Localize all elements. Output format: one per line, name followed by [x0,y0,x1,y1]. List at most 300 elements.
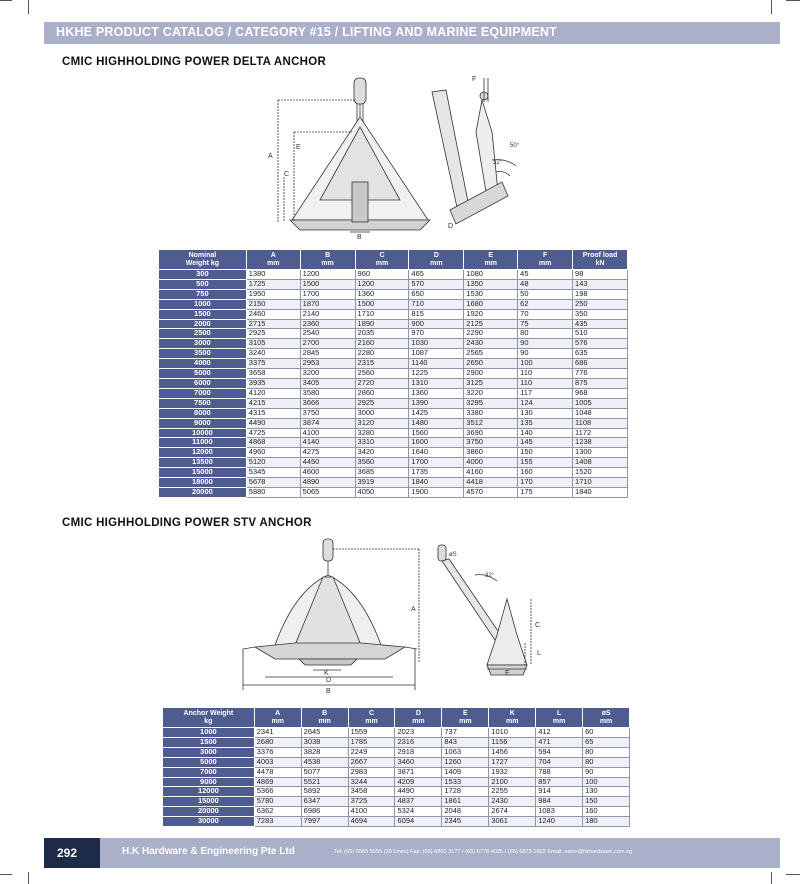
table-cell: 3828 [301,747,348,757]
column-header-line: F [542,251,548,259]
dim-label-l: L [537,650,541,657]
delta-anchor-drawing [260,72,530,244]
delta-anchor-table [158,249,628,498]
table-cell: 1380 [246,270,300,280]
table-cell: 3240 [246,349,300,359]
table-cell: 4890 [300,478,355,488]
table-cell: 4450 [300,458,355,468]
table-cell: 1409 [442,767,489,777]
dim-label-k: K [324,670,329,677]
table-row [159,349,628,359]
table-cell: 2860 [355,388,409,398]
table-cell: 1200 [355,279,409,289]
table-row [163,737,630,747]
weight-cell: 500 [159,279,247,289]
table-cell: 1425 [409,408,464,418]
table-cell: 150 [518,448,573,458]
table-cell: 900 [409,319,464,329]
table-cell: 2700 [300,339,355,349]
column-header-line: E [462,709,468,717]
column-header [583,708,630,728]
table-cell: 2925 [246,329,300,339]
stv-anchor-drawing [235,535,565,697]
table-cell: 180 [583,817,630,827]
table-cell: 160 [583,807,630,817]
table-cell: 3860 [464,448,518,458]
table-cell: 3750 [464,438,518,448]
table-cell: 3512 [464,418,518,428]
table-cell: 350 [573,309,628,319]
table-cell: 4538 [301,757,348,767]
table-cell: 3560 [355,458,409,468]
table-cell: 3666 [300,398,355,408]
table-cell: 3420 [355,448,409,458]
table-cell: 4315 [246,408,300,418]
table-row [163,747,630,757]
table-cell: 135 [518,418,573,428]
table-cell: 4100 [300,428,355,438]
dim-label-e: E [505,670,510,677]
table-cell: 4209 [395,777,442,787]
table-cell: 1735 [409,468,464,478]
table-cell: 2720 [355,378,409,388]
table-cell: 4960 [246,448,300,458]
table-cell: 1010 [489,728,536,738]
weight-cell: 7000 [163,767,255,777]
column-header-line: L [557,709,562,717]
table-cell: 960 [355,270,409,280]
table-cell: 1350 [464,279,518,289]
table-row [163,777,630,787]
weight-cell: 4000 [159,359,247,369]
table-cell: 3375 [246,359,300,369]
weight-cell: 20000 [159,487,247,497]
table-cell: 5678 [246,478,300,488]
table-cell: 650 [409,289,464,299]
table-cell: 3935 [246,378,300,388]
weight-cell: 7000 [159,388,247,398]
table-cell: 90 [518,339,573,349]
table-cell: 1408 [573,458,628,468]
table-cell: 1156 [489,737,536,747]
table-row [159,388,628,398]
column-header [489,708,536,728]
table-cell: 2280 [355,349,409,359]
table-cell: 3120 [355,418,409,428]
crop-mark [771,0,772,14]
weight-cell: 2500 [159,329,247,339]
table-cell: 3458 [348,787,395,797]
table-cell: 3244 [348,777,395,787]
column-header-line: mm [375,259,389,267]
table-cell: 1728 [442,787,489,797]
column-header [159,250,247,270]
delta-anchor-title: CMIC HIGHHOLDING POWER DELTA ANCHOR [62,56,327,68]
column-header-line: mm [321,259,334,267]
table-cell: 62 [518,299,573,309]
column-header [163,708,255,728]
table-row [159,448,628,458]
table-cell: 4160 [464,468,518,478]
column-header-line: mm [318,717,331,725]
table-cell: 2925 [355,398,409,408]
table-cell: 510 [573,329,628,339]
table-cell: 5324 [395,807,442,817]
table-cell: 250 [573,299,628,309]
table-cell: 3200 [300,369,355,379]
table-cell: 2715 [246,319,300,329]
table-cell: 1870 [300,299,355,309]
table-cell: 3871 [395,767,442,777]
table-cell: 143 [573,279,628,289]
weight-cell: 3000 [163,747,255,757]
table-cell: 98 [573,270,628,280]
dim-label-d: D [326,677,332,684]
table-cell: 2160 [355,339,409,349]
table-cell: 4570 [464,487,518,497]
table-row [159,279,628,289]
table-cell: 2341 [254,728,301,738]
table-cell: 1172 [573,428,628,438]
table-cell: 110 [518,369,573,379]
table-cell: 984 [536,797,583,807]
table-cell: 155 [518,458,573,468]
table-cell: 968 [573,388,628,398]
table-cell: 4100 [348,807,395,817]
table-cell: 4837 [395,797,442,807]
table-cell: 1950 [246,289,300,299]
table-row [163,807,630,817]
table-cell: 4869 [254,777,301,787]
table-cell: 160 [518,468,573,478]
column-header-line: C [379,251,385,259]
table-cell: 2430 [489,797,536,807]
table-cell: 1140 [409,359,464,369]
table-cell: 60 [583,728,630,738]
table-cell: 2667 [348,757,395,767]
table-cell: 6094 [395,817,442,827]
table-cell: 843 [442,737,489,747]
column-header [355,250,409,270]
table-cell: 2900 [464,369,518,379]
column-header [464,250,518,270]
table-row [159,359,628,369]
weight-cell: 18000 [159,478,247,488]
column-header-line: mm [506,717,519,725]
table-row [159,438,628,448]
table-cell: 1710 [573,478,628,488]
table-cell: 5345 [246,468,300,478]
table-cell: 1700 [300,289,355,299]
table-cell: 2140 [300,309,355,319]
table-cell: 2150 [246,299,300,309]
column-header-line: mm [599,717,613,725]
crop-mark [0,874,12,875]
angle-label-32: 32° [493,160,503,166]
crop-mark [786,0,800,1]
dim-label-b: B [357,234,362,241]
table-cell: 1063 [442,747,489,757]
table-cell: 5892 [301,787,348,797]
table-cell: 2035 [355,329,409,339]
table-cell: 3690 [464,428,518,438]
column-header [301,708,348,728]
table-cell: 1600 [409,438,464,448]
weight-cell: 30000 [163,817,255,827]
table-row [163,817,630,827]
table-row [163,797,630,807]
table-cell: 2430 [464,339,518,349]
table-cell: 3750 [300,408,355,418]
table-cell: 4003 [254,757,301,767]
table-cell: 2460 [246,309,300,319]
table-cell: 1861 [442,797,489,807]
table-cell: 2100 [489,777,536,787]
table-cell: 3460 [395,757,442,767]
table-cell: 1640 [409,448,464,458]
table-cell: 815 [409,309,464,319]
table-row [163,757,630,767]
table-cell: 4050 [355,487,409,497]
weight-cell: 15000 [163,797,255,807]
weight-cell: 7500 [159,398,247,408]
column-header-line: mm [267,259,280,267]
column-header-line: mm [271,717,284,725]
table-cell: 130 [518,408,573,418]
table-cell: 1238 [573,438,628,448]
table-cell: 145 [518,438,573,448]
table-cell: 4600 [300,468,355,478]
column-header [300,250,355,270]
column-header-line: B [322,709,328,717]
table-cell: 1559 [348,728,395,738]
table-cell: 100 [583,777,630,787]
table-cell: 3061 [489,817,536,827]
table-cell: 2249 [348,747,395,757]
table-cell: 1260 [442,757,489,767]
weight-cell: 1500 [159,309,247,319]
table-row [159,329,628,339]
table-cell: 1087 [409,349,464,359]
weight-cell: 5000 [163,757,255,767]
table-cell: 1083 [536,807,583,817]
table-cell: 2316 [395,737,442,747]
table-cell: 1560 [409,428,464,438]
table-cell: 1680 [464,299,518,309]
page-number: 292 [57,846,78,860]
table-cell: 1932 [489,767,536,777]
table-cell: 7997 [301,817,348,827]
table-cell: 3000 [355,408,409,418]
table-cell: 970 [409,329,464,339]
dim-label-phi-s: øS [449,552,457,558]
table-cell: 3376 [254,747,301,757]
table-cell: 5780 [254,797,301,807]
table-row [159,319,628,329]
table-cell: 3405 [300,378,355,388]
column-header-line: øS [601,709,611,717]
crop-mark [786,874,800,875]
weight-cell: 1000 [163,728,255,738]
table-header-row [159,250,628,270]
table-cell: 1030 [409,339,464,349]
table-cell: 5077 [301,767,348,777]
table-cell: 150 [583,797,630,807]
column-header [573,250,628,270]
table-cell: 1390 [409,398,464,408]
dim-label-b: B [326,688,331,695]
table-row [159,270,628,280]
column-header-line: D [433,251,439,259]
table-cell: 4868 [246,438,300,448]
table-cell: 3685 [355,468,409,478]
table-cell: 857 [536,777,583,787]
weight-cell: 3500 [159,349,247,359]
column-header-line: mm [538,259,552,267]
table-cell: 5065 [300,487,355,497]
table-header-row [163,708,630,728]
table-cell: 1240 [536,817,583,827]
table-cell: 3919 [355,478,409,488]
dim-label-f: F [472,76,477,83]
table-cell: 6986 [301,807,348,817]
table-cell: 4725 [246,428,300,438]
table-cell: 7283 [254,817,301,827]
table-cell: 117 [518,388,573,398]
column-header-line: kg [204,717,213,725]
table-cell: 4694 [348,817,395,827]
table-cell: 1727 [489,757,536,767]
table-row [159,378,628,388]
table-cell: 3580 [300,388,355,398]
table-cell: 1500 [355,299,409,309]
column-header-line: C [368,709,375,717]
table-cell: 2023 [395,728,442,738]
angle-label-50: 50° [510,143,520,149]
page-number-box [44,838,100,868]
table-cell: 465 [409,270,464,280]
table-cell: 686 [573,359,628,369]
company-name: H.K Hardware & Engineering Pte Ltd [122,846,295,857]
table-cell: 914 [536,787,583,797]
table-cell: 1080 [464,270,518,280]
table-cell: 875 [573,378,628,388]
dim-label-d: D [448,223,454,230]
angle-label-32: 32° [485,573,495,579]
stv-anchor-title: CMIC HIGHHOLDING POWER STV ANCHOR [62,517,312,529]
table-row [159,398,628,408]
column-header-line: B [325,251,331,259]
table-cell: 48 [518,279,573,289]
crop-mark [28,0,29,14]
table-cell: 70 [518,309,573,319]
table-cell: 45 [518,270,573,280]
table-cell: 737 [442,728,489,738]
column-header-line: Proof load [582,251,618,259]
table-cell: 140 [518,428,573,438]
table-cell: 1310 [409,378,464,388]
weight-cell: 12000 [159,448,247,458]
weight-cell: 3000 [159,339,247,349]
table-cell: 2674 [489,807,536,817]
table-cell: 2645 [301,728,348,738]
table-cell: 1533 [442,777,489,787]
table-cell: 198 [573,289,628,299]
contact-info: Tel: (65) 6565 5555 (30 Lines) Fax: (65) 6861 3177 / (65) 6778 4025 / (65) 6873 1602 Email: sales@hkhardware.com.sg [334,849,632,855]
weight-cell: 9000 [159,418,247,428]
table-cell: 124 [518,398,573,408]
table-cell: 4140 [300,438,355,448]
table-row [159,418,628,428]
table-cell: 4418 [464,478,518,488]
weight-cell: 10000 [159,428,247,438]
table-cell: 2565 [464,349,518,359]
table-cell: 1785 [348,737,395,747]
dim-label-c: C [535,622,541,629]
column-header-line: K [509,709,515,717]
weight-cell: 12000 [163,787,255,797]
weight-cell: 1500 [163,737,255,747]
table-cell: 3380 [464,408,518,418]
weight-cell: 11000 [159,438,247,448]
table-row [159,299,628,309]
table-cell: 2290 [464,329,518,339]
weight-cell: 2000 [159,319,247,329]
column-header [518,250,573,270]
table-cell: 2315 [355,359,409,369]
table-cell: 1520 [573,468,628,478]
table-cell: 3658 [246,369,300,379]
table-cell: 6347 [301,797,348,807]
table-cell: 2918 [395,747,442,757]
weight-cell: 6000 [159,378,247,388]
table-row [159,487,628,497]
table-cell: 4490 [246,418,300,428]
column-header [395,708,442,728]
table-cell: 1725 [246,279,300,289]
table-cell: 3220 [464,388,518,398]
table-cell: 75 [518,319,573,329]
table-cell: 471 [536,737,583,747]
table-row [159,289,628,299]
catalog-header-title: HKHE PRODUCT CATALOG / CATEGORY #15 / LIFTING AND MARINE EQUIPMENT [56,25,557,39]
table-cell: 4000 [464,458,518,468]
table-row [159,309,628,319]
table-cell: 776 [573,369,628,379]
weight-cell: 1000 [159,299,247,309]
table-cell: 570 [409,279,464,289]
column-header-line: mm [459,717,472,725]
table-cell: 2345 [442,817,489,827]
column-header [409,250,464,270]
column-header [348,708,395,728]
column-header-line: mm [412,717,425,725]
column-header-line: D [415,709,421,717]
table-cell: 1108 [573,418,628,428]
table-cell: 1900 [409,487,464,497]
table-cell: 110 [518,378,573,388]
table-cell: 2560 [355,369,409,379]
column-header-line: Nominal [188,251,217,259]
table-cell: 710 [409,299,464,309]
table-cell: 5521 [301,777,348,787]
table-cell: 3105 [246,339,300,349]
table-cell: 65 [583,737,630,747]
column-header-line: A [270,251,276,259]
table-row [159,468,628,478]
table-cell: 2680 [254,737,301,747]
weight-cell: 15000 [159,468,247,478]
